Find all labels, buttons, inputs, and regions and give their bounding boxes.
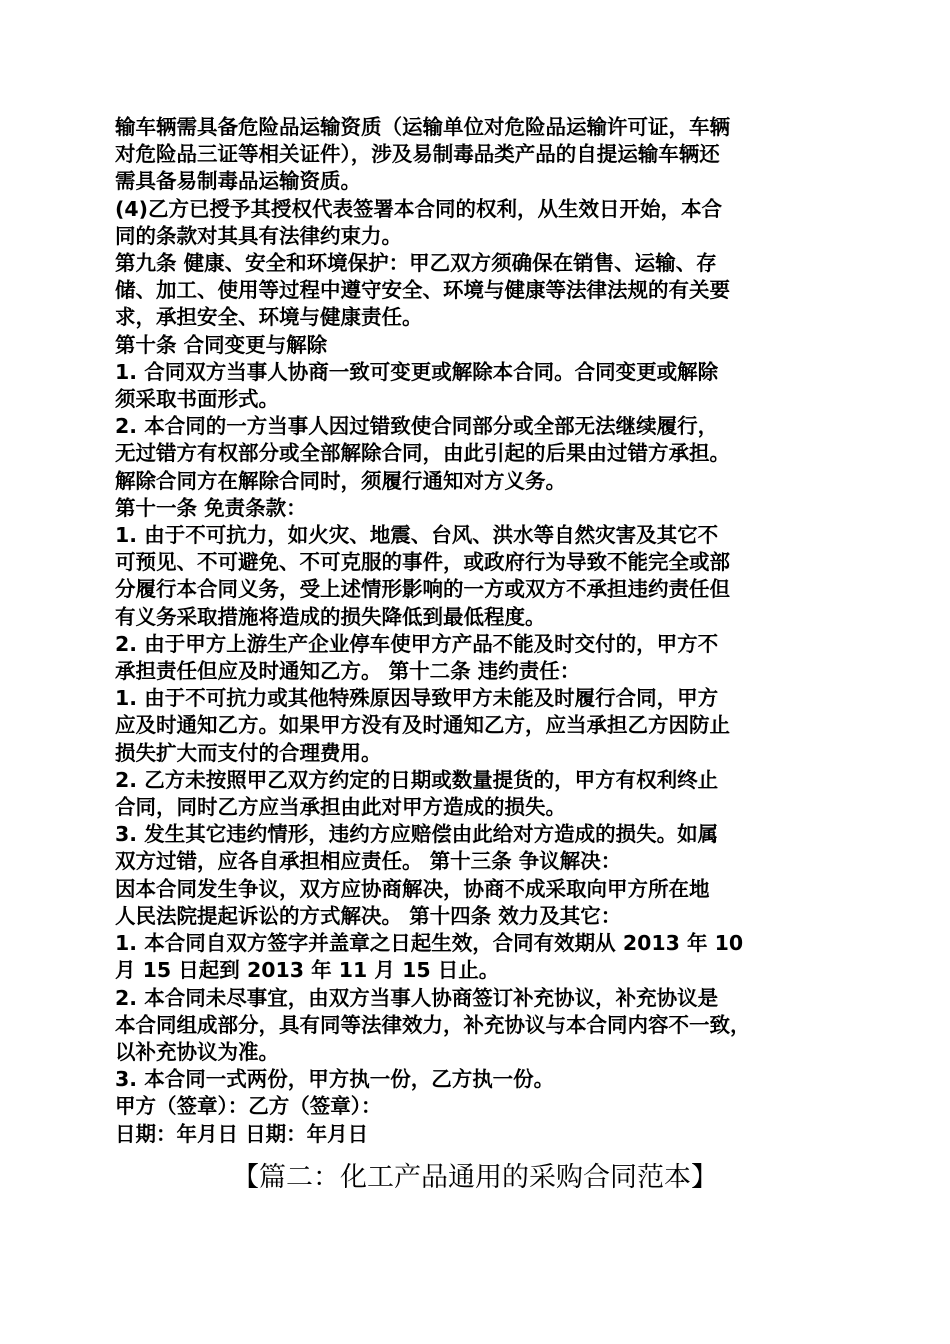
text-line: 3. 发生其它违约情形，违约方应赔偿由此给对方造成的损失。如属 bbox=[115, 822, 719, 847]
text-line: 求，承担安全、环境与健康责任。 bbox=[115, 305, 423, 330]
text-line: 1. 由于不可抗力或其他特殊原因导致甲方未能及时履行合同，甲方 bbox=[115, 686, 719, 711]
text-line: 2. 乙方未按照甲乙双方约定的日期或数量提货的，甲方有权利终止 bbox=[115, 767, 719, 792]
text-line: 解除合同方在解除合同时，须履行通知对方义务。 bbox=[115, 468, 566, 493]
text-line: 无过错方有权部分或全部解除合同，由此引起的后果由过错方承担。 bbox=[115, 441, 730, 466]
text-line: 承担责任但应及时通知乙方。 第十二条 违约责任： bbox=[115, 659, 581, 684]
contract-text bbox=[115, 114, 850, 1148]
text-line: 储、加工、使用等过程中遵守安全、环境与健康等法律法规的有关要 bbox=[115, 278, 730, 303]
text-line: 应及时通知乙方。如果甲方没有及时通知乙方，应当承担乙方因防止 bbox=[115, 713, 730, 738]
text-line: 双方过错，应各自承担相应责任。 第十三条 争议解决： bbox=[115, 849, 622, 874]
section-title: 【篇二：化工产品通用的采购合同范本】 bbox=[232, 1162, 718, 1193]
text-line: 有义务采取措施将造成的损失降低到最低程度。 bbox=[115, 604, 546, 629]
date-line: 日期：年月日 日期：年月日 bbox=[115, 1121, 369, 1146]
text-line: 对危险品三证等相关证件），涉及易制毒品类产品的自提运输车辆还 bbox=[115, 142, 720, 167]
text-line: 1. 本合同自双方签字并盖章之日起生效，合同有效期从 2013 年 10 bbox=[115, 931, 744, 956]
text-line: 合同，同时乙方应当承担由此对甲方造成的损失。 bbox=[115, 795, 566, 820]
text-line: 同的条款对其具有法律约束力。 bbox=[115, 223, 402, 248]
text-line: 人民法院提起诉讼的方式解决。 第十四条 效力及其它： bbox=[115, 903, 622, 928]
text-line: 月 15 日起到 2013 年 11 月 15 日止。 bbox=[115, 958, 500, 983]
text-line: 1. 由于不可抗力，如火灾、地震、台风、洪水等自然灾害及其它不 bbox=[115, 523, 719, 548]
text-line: 2. 本合同的一方当事人因过错致使合同部分或全部无法继续履行， bbox=[115, 414, 719, 439]
text-line: 可预见、不可避免、不可克服的事件，或政府行为导致不能完全或部 bbox=[115, 550, 730, 575]
text-line: 因本合同发生争议，双方应协商解决，协商不成采取向甲方所在地 bbox=[115, 876, 710, 901]
text-line: 输车辆需具备危险品运输资质（运输单位对危险品运输许可证，车辆 bbox=[115, 115, 730, 139]
document-body bbox=[115, 114, 850, 1148]
signature-line: 甲方（签章）：乙方（签章）： bbox=[115, 1094, 382, 1119]
article-10-heading: 第十条 合同变更与解除 bbox=[115, 332, 328, 357]
text-line: 本合同组成部分，具有同等法律效力，补充协议与本合同内容不一致， bbox=[115, 1012, 751, 1037]
text-line: 1. 合同双方当事人协商一致可变更或解除本合同。合同变更或解除 bbox=[115, 359, 719, 384]
text-line: 损失扩大而支付的合理费用。 bbox=[115, 740, 382, 765]
text-line: 分履行本合同义务，受上述情形影响的一方或双方不承担违约责任但 bbox=[115, 577, 730, 602]
article-11-heading: 第十一条 免责条款： bbox=[115, 495, 307, 520]
text-line: 需具备易制毒品运输资质。 bbox=[115, 169, 361, 194]
text-line: 以补充协议为准。 bbox=[115, 1039, 279, 1064]
text-line: 2. 本合同未尽事宜，由双方当事人协商签订补充协议，补充协议是 bbox=[115, 985, 719, 1010]
text-line: 须采取书面形式。 bbox=[115, 387, 279, 412]
text-line: 3. 本合同一式两份，甲方执一份，乙方执一份。 bbox=[115, 1067, 555, 1092]
text-line: (4)乙方已授予其授权代表签署本合同的权利，从生效日开始，本合 bbox=[115, 196, 723, 221]
article-9-heading: 第九条 健康、安全和环境保护：甲乙双方须确保在销售、运输、存 bbox=[115, 251, 717, 276]
text-line: 2. 由于甲方上游生产企业停车使甲方产品不能及时交付的，甲方不 bbox=[115, 631, 719, 656]
